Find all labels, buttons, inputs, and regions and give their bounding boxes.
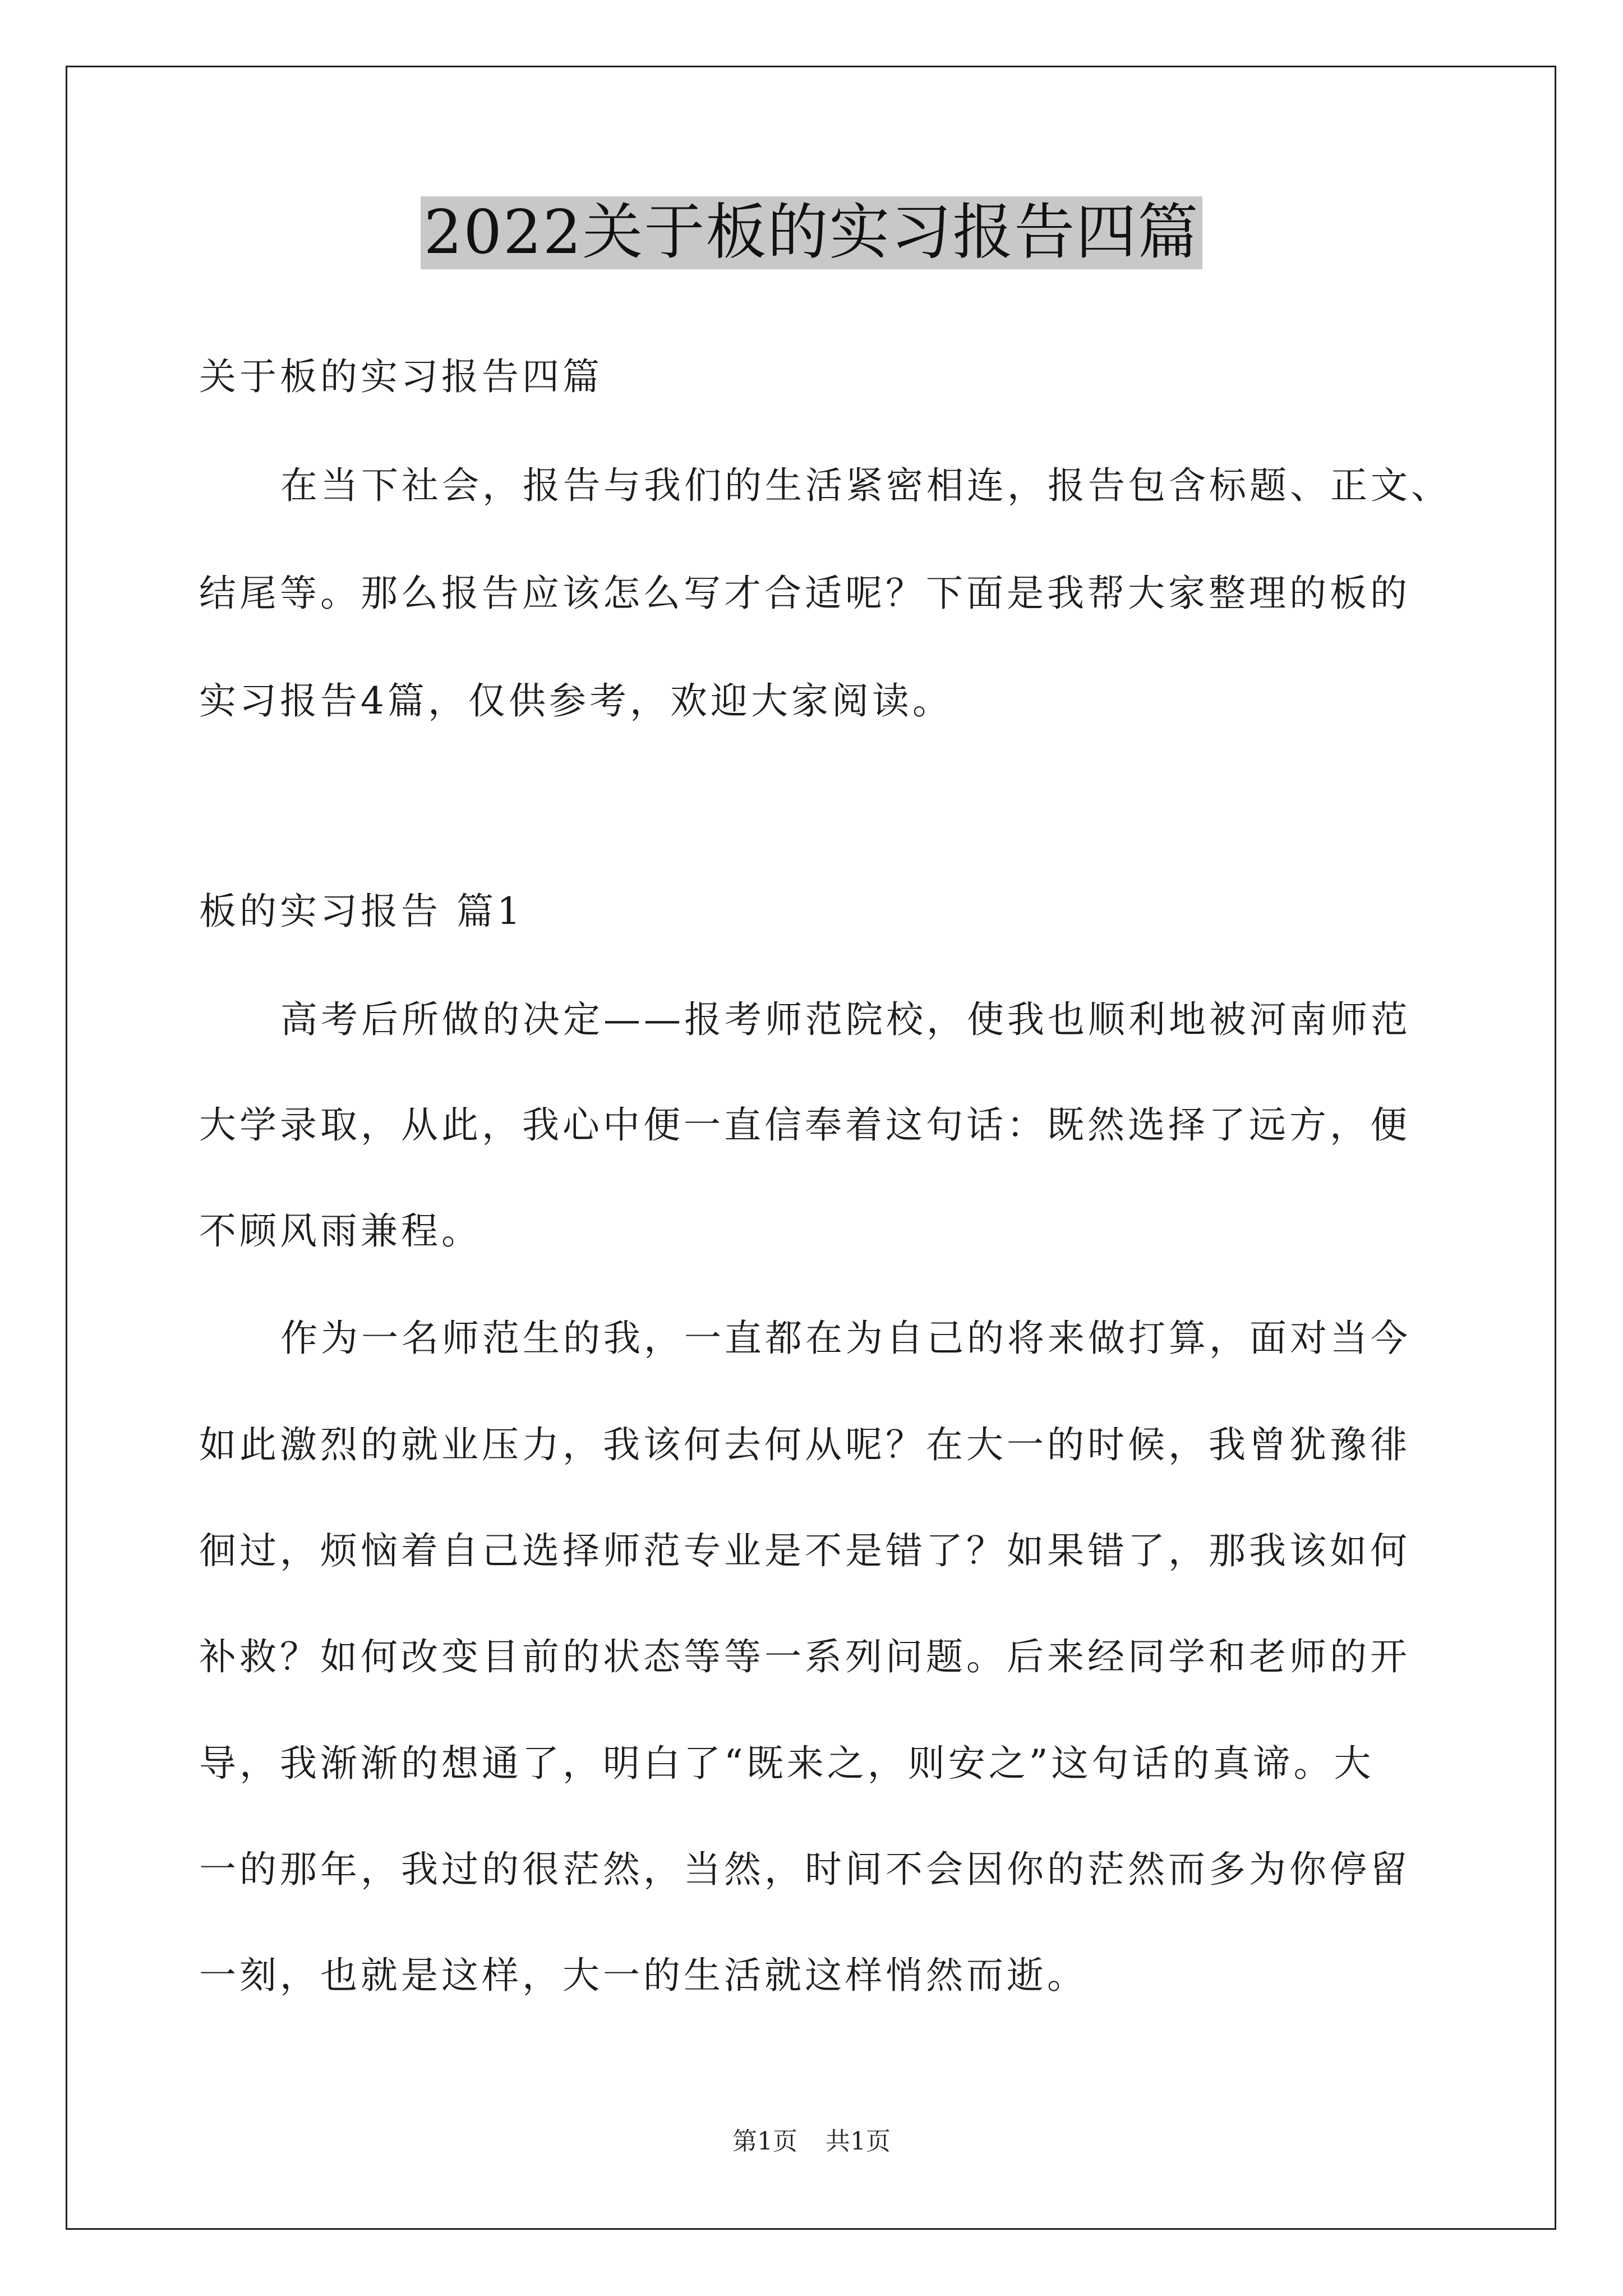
paragraph1-line-3: 不顾风雨兼程。 <box>199 1209 482 1253</box>
document-title: 2022关于板的实习报告四篇 <box>421 196 1203 269</box>
page-footer <box>0 2126 1623 2157</box>
paragraph2-line-4: 补救？如何改变目前的状态等等一系列问题。后来经同学和老师的开 <box>199 1635 1410 1678</box>
paragraph1-line-2: 大学录取，从此，我心中便一直信奉着这句话：既然选择了远方，便 <box>199 1103 1410 1147</box>
title-container <box>0 196 1623 269</box>
intro-line-2: 结尾等。那么报告应该怎么写才合适呢？下面是我帮大家整理的板的 <box>199 572 1410 615</box>
paragraph2-line-5: 导，我渐渐的想通了，明白了“既来之，则安之”这句话的真谛。大 <box>199 1742 1375 1785</box>
intro-line-3: 实习报告4篇，仅供参考，欢迎大家阅读。 <box>199 679 953 723</box>
intro-line-1: 在当下社会，报告与我们的生活紧密相连，报告包含标题、正文、 <box>280 464 1451 507</box>
page-number-current: 第1页 <box>732 2127 797 2156</box>
paragraph2-line-6: 一的那年，我过的很茫然，当然，时间不会因你的茫然而多为你停留 <box>199 1848 1410 1891</box>
paragraph2-line-1: 作为一名师范生的我，一直都在为自己的将来做打算，面对当今 <box>280 1317 1411 1360</box>
paragraph1-line-1: 高考后所做的决定——报考师范院校，使我也顺利地被河南师范 <box>280 998 1411 1041</box>
document-subtitle: 关于板的实习报告四篇 <box>199 355 603 398</box>
paragraph2-line-2: 如此激烈的就业压力，我该何去何从呢？在大一的时候，我曾犹豫徘 <box>199 1423 1410 1466</box>
paragraph2-line-3: 徊过，烦恼着自己选择师范专业是不是错了？如果错了，那我该如何 <box>199 1529 1410 1572</box>
section-heading: 板的实习报告 篇1 <box>199 890 524 933</box>
page-number-total: 共1页 <box>826 2127 891 2156</box>
paragraph2-line-7: 一刻，也就是这样，大一的生活就这样悄然而逝。 <box>199 1954 1087 1997</box>
